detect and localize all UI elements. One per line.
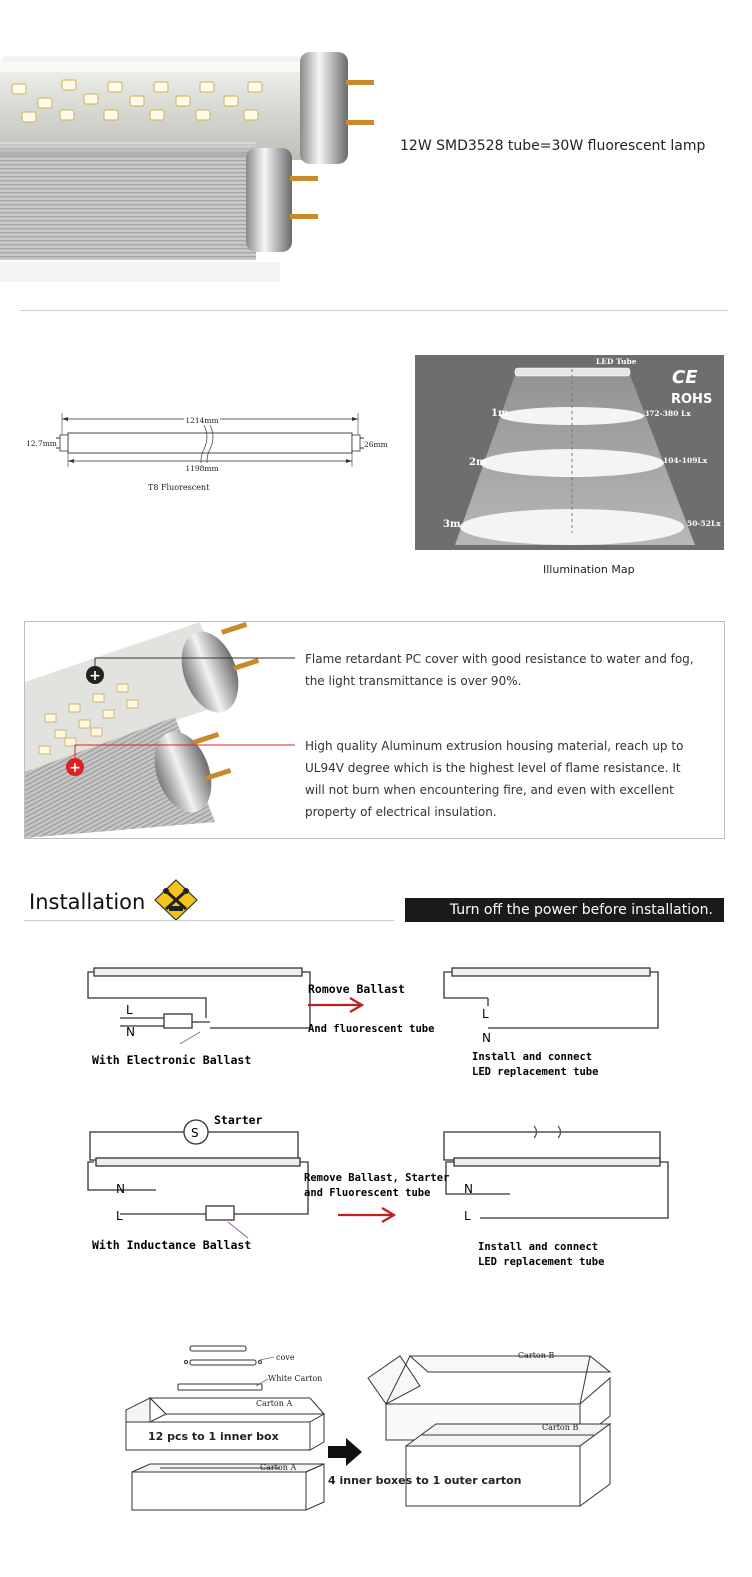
inductance-right-N: N [464, 1182, 473, 1196]
inner-box-label: 12 pcs to 1 inner box [148, 1430, 279, 1443]
cove-label: cove [276, 1353, 295, 1362]
features-panel [24, 621, 725, 839]
electronic-right-L: L [482, 1007, 489, 1021]
level-3-distance: 3m [443, 519, 461, 530]
electronic-left-N: N [126, 1025, 135, 1039]
level-1-lux: 372-380 Lx [644, 409, 691, 418]
white-carton-label: White Carton [268, 1374, 323, 1383]
section-divider [20, 310, 728, 311]
inductance-right-L: L [464, 1209, 471, 1223]
electronic-right-N: N [482, 1031, 491, 1045]
pack-arrow-icon [328, 1438, 362, 1466]
t8-caption: T8 Fluorescent [148, 483, 210, 492]
carton-b-label-top: Carton B [518, 1351, 555, 1360]
rohs-mark: ROHS [671, 392, 713, 407]
electronic-left-L: L [126, 1003, 133, 1017]
hero-caption: 12W SMD3528 tube=30W fluorescent lamp [400, 138, 706, 154]
inductance-left-L: L [116, 1209, 123, 1223]
power-warning-banner: Turn off the power before installation. [405, 898, 724, 922]
feature-aluminum-text: High quality Aluminum extrusion housing material, reach up to UL94V degree which is the highest level of flame resistance. It will not burn when encountering fire, and even with excellent property of electrical insulation. [305, 739, 684, 819]
map-caption: Illumination Map [543, 563, 635, 576]
electronic-install-line1: Install and connect [472, 1051, 593, 1063]
starter-label: Starter [214, 1113, 263, 1127]
level-1-distance: 1m [491, 408, 509, 419]
remove-ballast-line1: Romove Ballast [308, 982, 405, 996]
wiring-diagrams [80, 960, 680, 1280]
t8-dimension-drawing [24, 405, 389, 485]
map-tube-label: LED Tube [596, 357, 637, 366]
carton-b-label-bottom: Carton B [542, 1423, 579, 1432]
remove-starter-line2: and Fluorescent tube [304, 1187, 431, 1199]
electronic-install-line2: LED replacement tube [472, 1066, 599, 1078]
tools-warning-icon [153, 878, 199, 922]
packaging-diagram [110, 1338, 630, 1528]
t8-bottom-length: 1198mm [185, 464, 219, 473]
t8-right-dim: 26mm [364, 440, 388, 449]
inductance-install-line1: Install and connect [478, 1241, 599, 1253]
inductance-install-line2: LED replacement tube [478, 1256, 605, 1268]
carton-a-label-top: Carton A [256, 1399, 293, 1408]
t8-left-dim: 12.7mm [26, 439, 57, 448]
svg-text:+: + [69, 760, 81, 776]
illumination-map [415, 355, 724, 550]
level-2-lux: 104-109Lx [663, 456, 708, 465]
ce-mark: CE [672, 367, 698, 388]
carton-a-label-bottom: Carton A [260, 1463, 297, 1472]
electronic-ballast-caption: With Electronic Ballast [92, 1053, 252, 1067]
svg-text:+: + [89, 668, 101, 684]
installation-title: Installation [29, 890, 146, 914]
starter-symbol: S [191, 1126, 199, 1140]
level-2-distance: 2m [469, 457, 487, 468]
led-tube-photo [0, 40, 380, 290]
installation-underline [24, 920, 394, 921]
tube-closeup-photo [25, 622, 315, 838]
t8-top-length: 1214mm [185, 416, 219, 425]
remove-starter-line1: Remove Ballast, Starter [304, 1172, 450, 1184]
remove-ballast-line2: And fluorescent tube [308, 1023, 435, 1035]
feature-pc-cover-text: Flame retardant PC cover with good resistance to water and fog, the light transmittance is over 90%. [305, 652, 694, 688]
level-3-lux: 50-52Lx [687, 519, 721, 528]
outer-carton-label: 4 inner boxes to 1 outer carton [328, 1474, 522, 1487]
inductance-ballast-caption: With Inductance Ballast [92, 1238, 252, 1252]
inductance-left-N: N [116, 1182, 125, 1196]
